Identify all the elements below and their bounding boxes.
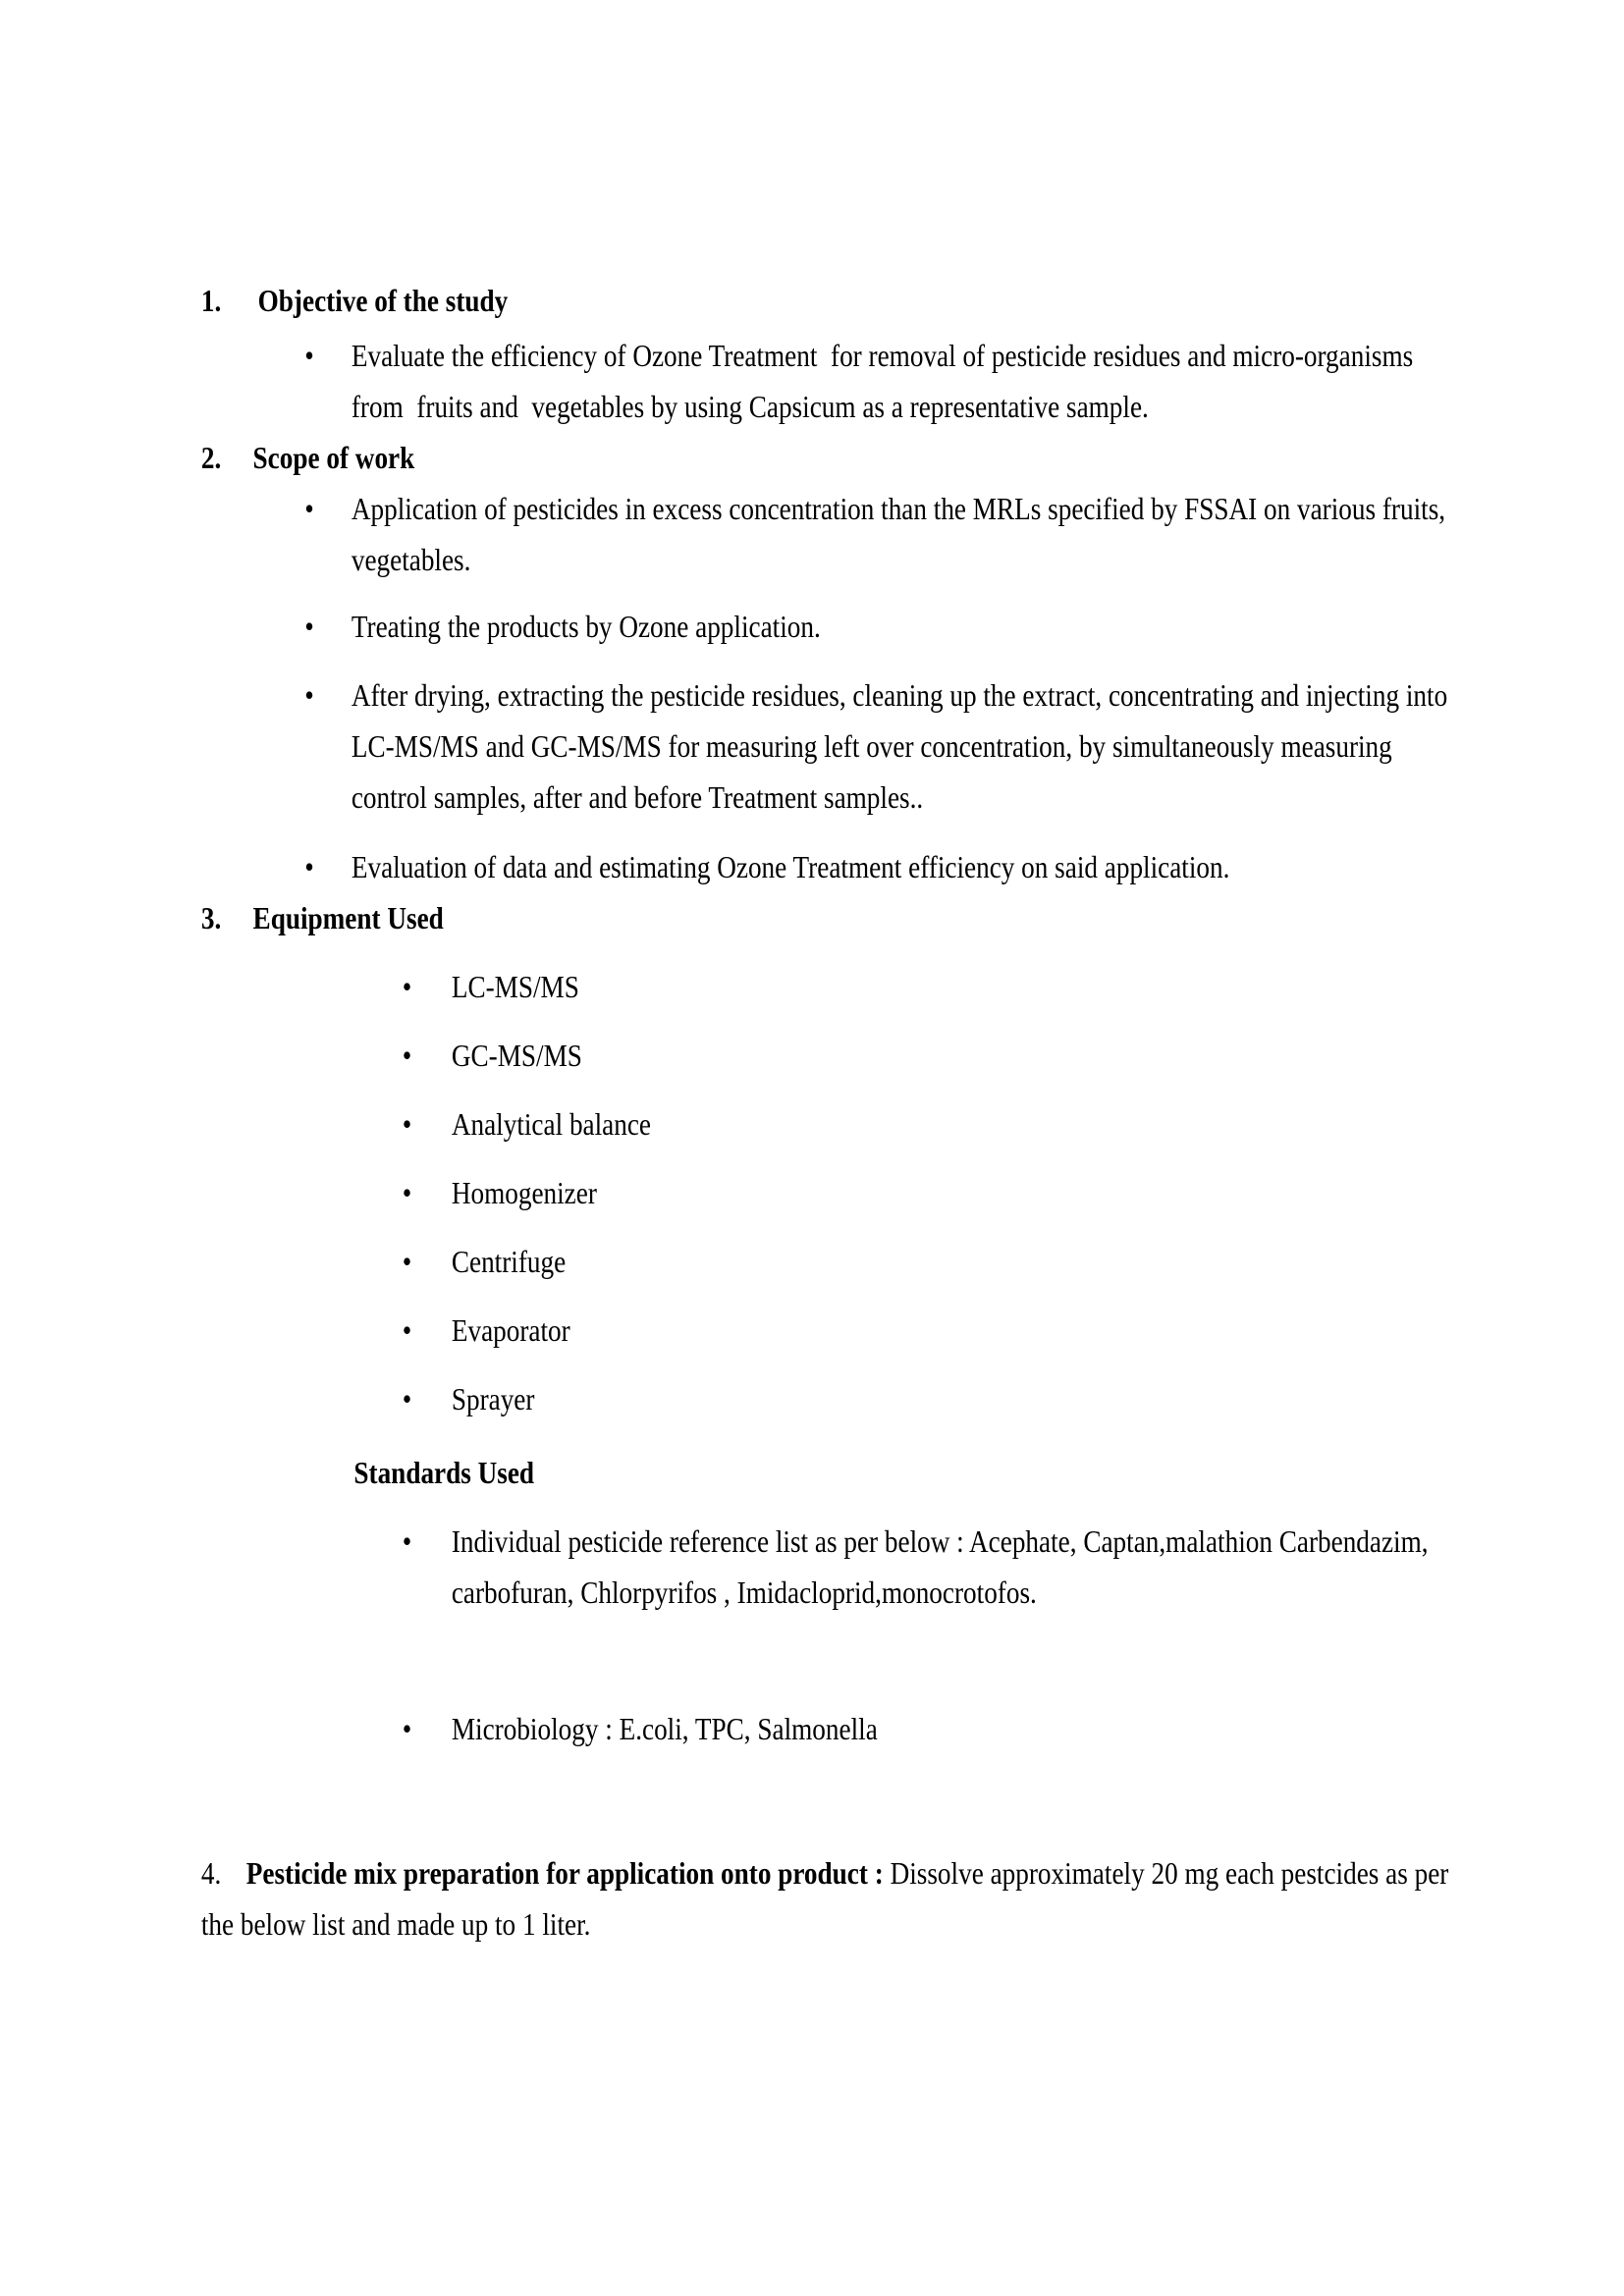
equipment-label: Homogenizer [451, 1175, 597, 1210]
bullet-item [304, 669, 1461, 823]
bullet-icon: • [402, 1711, 412, 1746]
bullet-item [304, 483, 1461, 585]
section-4-paragraph [201, 1847, 1462, 1949]
section-4-title: Pesticide mix preparation for application onto product : [245, 1855, 884, 1891]
equipment-item [403, 1305, 1462, 1356]
bullet-icon: • [402, 1312, 412, 1348]
bullet-text: Treating the products by Ozone application. [351, 609, 821, 644]
bullet-icon: • [402, 1381, 412, 1416]
equipment-item [403, 961, 1462, 1012]
section-number: 3. [200, 900, 222, 935]
equipment-item [403, 1167, 1462, 1218]
bullet-icon: • [402, 1106, 412, 1142]
section-title: Scope of work [252, 440, 415, 475]
equipment-label: Evaporator [451, 1312, 570, 1348]
bullet-text: Evaluate the efficiency of Ozone Treatment for removal of pesticide residues and micro-organisms from fruits and vegetables by using Capsicum as a representative sample. [351, 338, 1421, 424]
section-heading-objective [201, 275, 1462, 326]
bullet-item [304, 601, 1461, 652]
bullet-icon: • [402, 1175, 412, 1210]
section-title: Equipment Used [252, 900, 444, 935]
equipment-label: Centrifuge [451, 1244, 567, 1279]
bullet-icon: • [304, 609, 314, 644]
section-number: 1. [200, 283, 222, 318]
equipment-item [403, 1373, 1462, 1424]
equipment-label: Sprayer [451, 1381, 535, 1416]
bullet-icon: • [402, 1038, 412, 1073]
bullet-text: Evaluation of data and estimating Ozone Treatment efficiency on said application. [351, 849, 1230, 884]
bullet-item [304, 330, 1461, 432]
equipment-label: GC-MS/MS [451, 1038, 582, 1073]
equipment-label: LC-MS/MS [451, 969, 579, 1004]
section-number: 4. [200, 1855, 222, 1891]
bullet-icon: • [304, 491, 314, 526]
bullet-icon: • [402, 1523, 412, 1559]
standards-text: Microbiology : E.coli, TPC, Salmonella [451, 1711, 878, 1746]
standards-used-heading: Standards Used [353, 1455, 535, 1490]
bullet-text: After drying, extracting the pesticide residues, cleaning up the extract, concentrating and injecting into LC-MS/MS and GC-MS/MS for measuring left over concentration, by simultaneously measuring control samples, after and before Treatment samples.. [351, 677, 1454, 815]
section-heading-scope [201, 432, 1462, 483]
section-heading-equipment [201, 892, 1462, 943]
equipment-item [403, 1236, 1462, 1287]
bullet-text: Application of pesticides in excess concentration than the MRLs specified by FSSAI on various fruits, vegetables. [351, 491, 1452, 577]
bullet-icon: • [304, 677, 314, 713]
bullet-item [304, 841, 1461, 892]
equipment-item [403, 1030, 1462, 1081]
section-4-text: Dissolve approximately 20 mg each pestcides as per the below list and made up to 1 liter. [200, 1855, 1449, 1942]
bullet-icon: • [304, 338, 314, 373]
standards-text: Individual pesticide reference list as per below : Acephate, Captan,malathion Carbendazim, carbofuran, Chlorpyrifos , Imidacloprid,monocrotofos. [451, 1523, 1435, 1610]
bullet-icon: • [304, 849, 314, 884]
section-number: 2. [200, 440, 222, 475]
standards-item [403, 1516, 1462, 1618]
section-title: Objective of the study [257, 283, 509, 318]
equipment-label: Analytical balance [451, 1106, 651, 1142]
bullet-icon: • [402, 969, 412, 1004]
bullet-icon: • [402, 1244, 412, 1279]
equipment-item [403, 1098, 1462, 1149]
standards-item [403, 1703, 1462, 1754]
